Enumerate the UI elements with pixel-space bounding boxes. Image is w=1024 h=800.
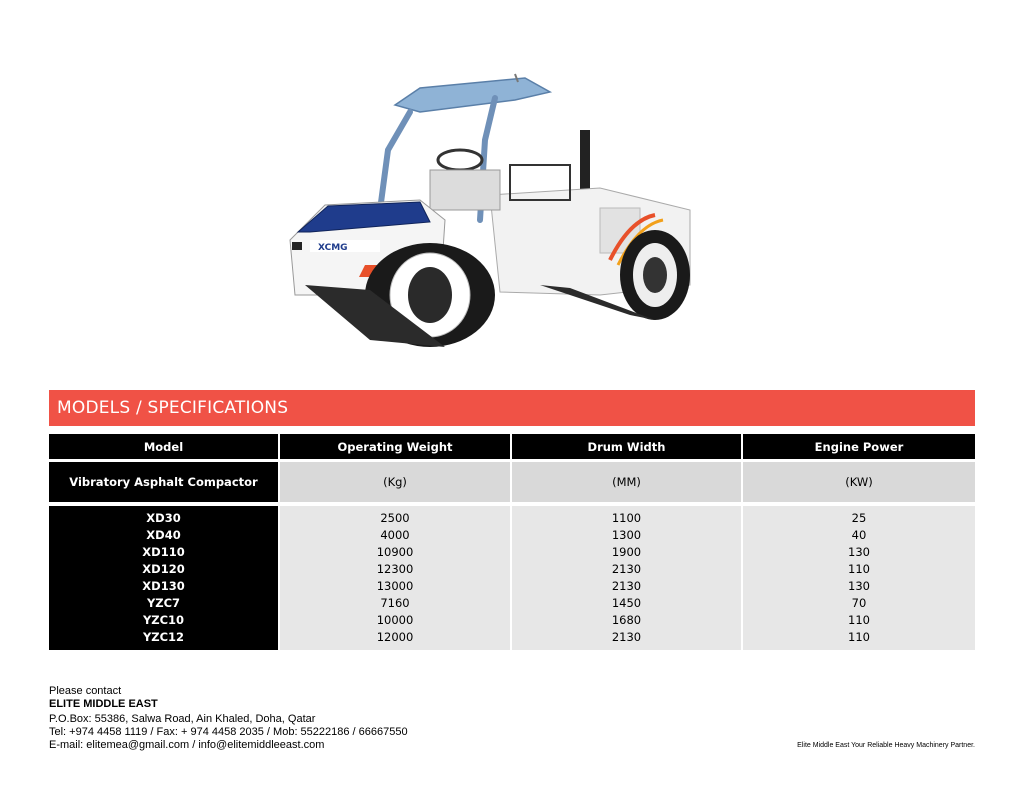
model-cell: XD120 — [49, 561, 280, 578]
table-row — [49, 544, 975, 561]
table-header-row — [49, 434, 975, 459]
column-header-engine-power: Engine Power — [743, 434, 975, 459]
unit-drum-width: (MM) — [512, 462, 743, 502]
table-row — [49, 527, 975, 544]
drum-width-cell: 1900 — [512, 544, 743, 561]
unit-weight: (Kg) — [280, 462, 512, 502]
model-cell: YZC12 — [49, 629, 280, 650]
weight-cell: 2500 — [280, 506, 512, 527]
weight-cell: 12000 — [280, 629, 512, 650]
table-subheader-row — [49, 462, 975, 502]
engine-power-cell: 70 — [743, 595, 975, 612]
drum-width-cell: 2130 — [512, 629, 743, 650]
engine-power-cell: 110 — [743, 612, 975, 629]
model-cell: XD110 — [49, 544, 280, 561]
section-title-bar — [49, 390, 975, 426]
table-row — [49, 578, 975, 595]
table-row — [49, 506, 975, 527]
weight-cell: 7160 — [280, 595, 512, 612]
contact-email: E-mail: elitemea@gmail.com / info@elitemiddleeast.com — [49, 739, 325, 751]
company-tagline: Elite Middle East Your Reliable Heavy Machinery Partner. — [797, 742, 975, 749]
column-header-operating-weight: Operating Weight — [280, 434, 512, 459]
drum-width-cell: 2130 — [512, 578, 743, 595]
engine-power-cell: 110 — [743, 561, 975, 578]
weight-cell: 4000 — [280, 527, 512, 544]
model-cell: YZC10 — [49, 612, 280, 629]
table-row — [49, 561, 975, 578]
column-header-drum-width: Drum Width — [512, 434, 743, 459]
table-row — [49, 595, 975, 612]
engine-power-cell: 25 — [743, 506, 975, 527]
weight-cell: 10900 — [280, 544, 512, 561]
model-cell: XD40 — [49, 527, 280, 544]
model-cell: XD30 — [49, 506, 280, 527]
weight-cell: 12300 — [280, 561, 512, 578]
contact-block — [49, 685, 408, 752]
model-cell: XD130 — [49, 578, 280, 595]
unit-engine-power: (KW) — [743, 462, 975, 502]
engine-power-cell: 40 — [743, 527, 975, 544]
model-cell: YZC7 — [49, 595, 280, 612]
drum-width-cell: 1300 — [512, 527, 743, 544]
drum-width-cell: 1100 — [512, 506, 743, 527]
machine-type-label: Vibratory Asphalt Compactor — [49, 462, 280, 502]
drum-width-cell: 2130 — [512, 561, 743, 578]
contact-address: P.O.Box: 55386, Salwa Road, Ain Khaled, Doha, Qatar — [49, 713, 316, 725]
company-name: ELITE MIDDLE EAST — [49, 698, 158, 710]
weight-cell: 13000 — [280, 578, 512, 595]
brand-marking: XCMG — [318, 243, 348, 253]
engine-power-cell: 110 — [743, 629, 975, 650]
road-roller-image — [270, 60, 710, 360]
section-title: MODELS / SPECIFICATIONS — [57, 398, 289, 418]
column-header-model: Model — [49, 434, 280, 459]
table-row — [49, 612, 975, 629]
weight-cell: 10000 — [280, 612, 512, 629]
table-row — [49, 629, 975, 650]
specifications-table — [49, 434, 975, 650]
contact-phones: Tel: +974 4458 1119 / Fax: + 974 4458 2035 / Mob: 55222186 / 66667550 — [49, 726, 408, 738]
contact-intro: Please contact — [49, 685, 122, 697]
drum-width-cell: 1450 — [512, 595, 743, 612]
engine-power-cell: 130 — [743, 544, 975, 561]
drum-width-cell: 1680 — [512, 612, 743, 629]
engine-power-cell: 130 — [743, 578, 975, 595]
